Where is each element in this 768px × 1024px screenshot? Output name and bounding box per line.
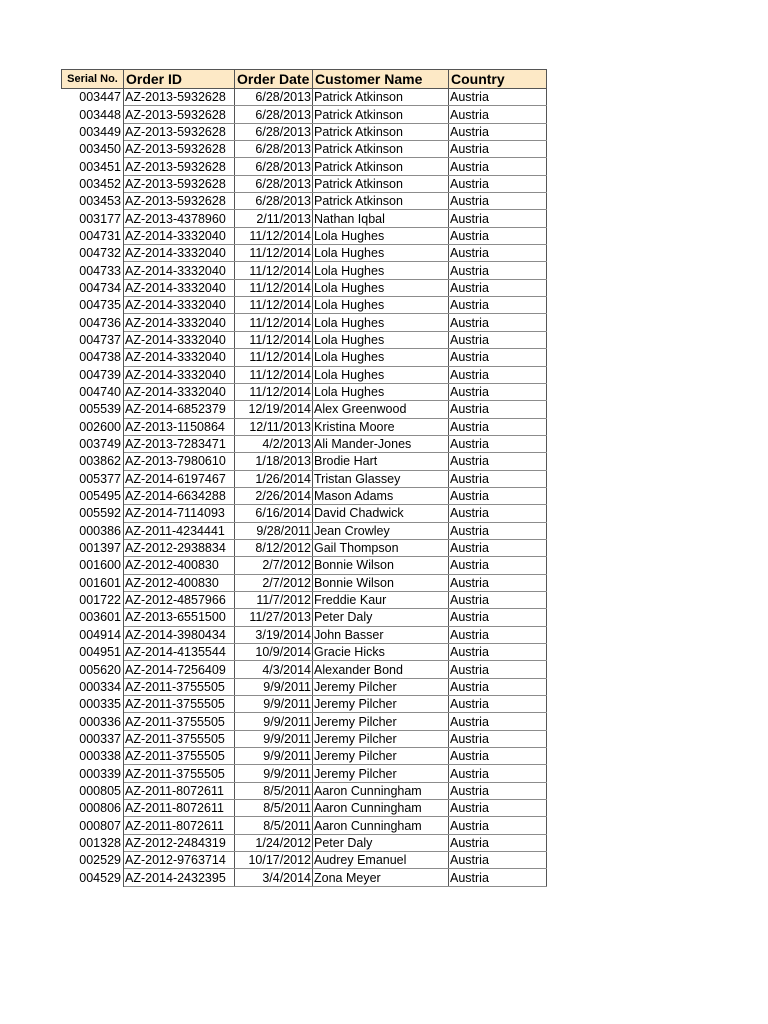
customer-name-cell: Jeremy Pilcher [313, 678, 449, 695]
header-customer-name: Customer Name [313, 70, 449, 89]
table-row [62, 713, 547, 730]
customer-name-cell: Jeremy Pilcher [313, 696, 449, 713]
serial-no-cell: 001600 [62, 557, 124, 574]
customer-name-cell: Lola Hughes [313, 297, 449, 314]
order-id-cell: AZ-2014-7256409 [124, 661, 235, 678]
order-id-cell: AZ-2012-400830 [124, 574, 235, 591]
country-cell: Austria [449, 574, 547, 591]
country-cell: Austria [449, 487, 547, 504]
order-date-cell: 12/19/2014 [235, 401, 313, 418]
serial-no-cell: 005377 [62, 470, 124, 487]
country-cell: Austria [449, 591, 547, 608]
country-cell: Austria [449, 626, 547, 643]
serial-no-cell: 004736 [62, 314, 124, 331]
country-cell: Austria [449, 869, 547, 886]
country-cell: Austria [449, 89, 547, 106]
country-cell: Austria [449, 453, 547, 470]
header-order-date: Order Date [235, 70, 313, 89]
table-row [62, 782, 547, 799]
customer-name-cell: Audrey Emanuel [313, 852, 449, 869]
order-date-cell: 11/12/2014 [235, 314, 313, 331]
order-id-cell: AZ-2014-6852379 [124, 401, 235, 418]
order-date-cell: 11/12/2014 [235, 245, 313, 262]
country-cell: Austria [449, 383, 547, 400]
order-id-cell: AZ-2012-4857966 [124, 591, 235, 608]
order-id-cell: AZ-2014-3332040 [124, 331, 235, 348]
order-date-cell: 6/28/2013 [235, 106, 313, 123]
country-cell: Austria [449, 435, 547, 452]
order-date-cell: 8/5/2011 [235, 800, 313, 817]
serial-no-cell: 004951 [62, 644, 124, 661]
customer-name-cell: Ali Mander-Jones [313, 435, 449, 452]
table-row [62, 539, 547, 556]
order-id-cell: AZ-2014-3332040 [124, 297, 235, 314]
order-id-cell: AZ-2013-5932628 [124, 158, 235, 175]
country-cell: Austria [449, 470, 547, 487]
serial-no-cell: 004732 [62, 245, 124, 262]
table-row [62, 522, 547, 539]
serial-no-cell: 005495 [62, 487, 124, 504]
country-cell: Austria [449, 158, 547, 175]
serial-no-cell: 003447 [62, 89, 124, 106]
serial-no-cell: 004739 [62, 366, 124, 383]
table-row [62, 331, 547, 348]
country-cell: Austria [449, 227, 547, 244]
country-cell: Austria [449, 331, 547, 348]
order-id-cell: AZ-2012-9763714 [124, 852, 235, 869]
order-id-cell: AZ-2011-8072611 [124, 800, 235, 817]
table-row [62, 765, 547, 782]
order-id-cell: AZ-2013-5932628 [124, 123, 235, 140]
order-id-cell: AZ-2011-3755505 [124, 748, 235, 765]
order-id-cell: AZ-2014-3332040 [124, 349, 235, 366]
customer-name-cell: Aaron Cunningham [313, 782, 449, 799]
order-date-cell: 11/27/2013 [235, 609, 313, 626]
table-row [62, 383, 547, 400]
serial-no-cell: 000386 [62, 522, 124, 539]
customer-name-cell: Jeremy Pilcher [313, 713, 449, 730]
order-date-cell: 8/5/2011 [235, 782, 313, 799]
order-id-cell: AZ-2013-5932628 [124, 141, 235, 158]
customer-name-cell: Patrick Atkinson [313, 193, 449, 210]
table-row [62, 800, 547, 817]
customer-name-cell: Freddie Kaur [313, 591, 449, 608]
table-row [62, 661, 547, 678]
customer-name-cell: Lola Hughes [313, 331, 449, 348]
customer-name-cell: Jeremy Pilcher [313, 748, 449, 765]
table-row [62, 297, 547, 314]
order-date-cell: 9/9/2011 [235, 678, 313, 695]
table-row [62, 470, 547, 487]
customer-name-cell: Patrick Atkinson [313, 89, 449, 106]
order-date-cell: 6/28/2013 [235, 175, 313, 192]
country-cell: Austria [449, 834, 547, 851]
order-id-cell: AZ-2012-2484319 [124, 834, 235, 851]
table-row [62, 557, 547, 574]
customer-name-cell: Peter Daly [313, 834, 449, 851]
customer-name-cell: Bonnie Wilson [313, 557, 449, 574]
serial-no-cell: 003450 [62, 141, 124, 158]
order-date-cell: 8/5/2011 [235, 817, 313, 834]
customer-name-cell: Mason Adams [313, 487, 449, 504]
order-date-cell: 2/11/2013 [235, 210, 313, 227]
serial-no-cell: 001722 [62, 591, 124, 608]
order-date-cell: 10/9/2014 [235, 644, 313, 661]
country-cell: Austria [449, 349, 547, 366]
order-id-cell: AZ-2012-2938834 [124, 539, 235, 556]
country-cell: Austria [449, 141, 547, 158]
serial-no-cell: 000336 [62, 713, 124, 730]
table-row [62, 852, 547, 869]
serial-no-cell: 003862 [62, 453, 124, 470]
order-id-cell: AZ-2014-3332040 [124, 262, 235, 279]
serial-no-cell: 002529 [62, 852, 124, 869]
serial-no-cell: 000806 [62, 800, 124, 817]
country-cell: Austria [449, 262, 547, 279]
country-cell: Austria [449, 609, 547, 626]
order-id-cell: AZ-2011-3755505 [124, 678, 235, 695]
order-date-cell: 6/28/2013 [235, 193, 313, 210]
country-cell: Austria [449, 661, 547, 678]
customer-name-cell: Aaron Cunningham [313, 817, 449, 834]
country-cell: Austria [449, 123, 547, 140]
customer-name-cell: Tristan Glassey [313, 470, 449, 487]
customer-name-cell: Zona Meyer [313, 869, 449, 886]
order-id-cell: AZ-2013-5932628 [124, 89, 235, 106]
header-row [62, 70, 547, 89]
table-row [62, 435, 547, 452]
order-id-cell: AZ-2014-2432395 [124, 869, 235, 886]
customer-name-cell: Brodie Hart [313, 453, 449, 470]
serial-no-cell: 003452 [62, 175, 124, 192]
orders-table [61, 69, 547, 887]
customer-name-cell: Gracie Hicks [313, 644, 449, 661]
country-cell: Austria [449, 713, 547, 730]
customer-name-cell: Kristina Moore [313, 418, 449, 435]
customer-name-cell: Jeremy Pilcher [313, 765, 449, 782]
order-date-cell: 11/12/2014 [235, 366, 313, 383]
header-order-id: Order ID [124, 70, 235, 89]
order-date-cell: 9/9/2011 [235, 730, 313, 747]
order-id-cell: AZ-2014-3332040 [124, 366, 235, 383]
order-id-cell: AZ-2013-7980610 [124, 453, 235, 470]
country-cell: Austria [449, 539, 547, 556]
customer-name-cell: Patrick Atkinson [313, 123, 449, 140]
table-row [62, 401, 547, 418]
order-date-cell: 6/28/2013 [235, 123, 313, 140]
order-date-cell: 11/12/2014 [235, 349, 313, 366]
country-cell: Austria [449, 401, 547, 418]
table-row [62, 696, 547, 713]
serial-no-cell: 002600 [62, 418, 124, 435]
serial-no-cell: 003451 [62, 158, 124, 175]
table-row [62, 609, 547, 626]
customer-name-cell: Patrick Atkinson [313, 106, 449, 123]
serial-no-cell: 005539 [62, 401, 124, 418]
order-id-cell: AZ-2014-6197467 [124, 470, 235, 487]
table-row [62, 748, 547, 765]
order-id-cell: AZ-2014-4135544 [124, 644, 235, 661]
customer-name-cell: Jean Crowley [313, 522, 449, 539]
country-cell: Austria [449, 644, 547, 661]
order-date-cell: 1/18/2013 [235, 453, 313, 470]
table-row [62, 869, 547, 886]
customer-name-cell: Jeremy Pilcher [313, 730, 449, 747]
customer-name-cell: Lola Hughes [313, 366, 449, 383]
customer-name-cell: Lola Hughes [313, 314, 449, 331]
country-cell: Austria [449, 817, 547, 834]
order-id-cell: AZ-2013-4378960 [124, 210, 235, 227]
serial-no-cell: 003749 [62, 435, 124, 452]
table-row [62, 245, 547, 262]
order-date-cell: 4/2/2013 [235, 435, 313, 452]
serial-no-cell: 000335 [62, 696, 124, 713]
order-date-cell: 2/26/2014 [235, 487, 313, 504]
order-id-cell: AZ-2012-400830 [124, 557, 235, 574]
serial-no-cell: 000337 [62, 730, 124, 747]
customer-name-cell: Lola Hughes [313, 279, 449, 296]
order-date-cell: 8/12/2012 [235, 539, 313, 556]
country-cell: Austria [449, 800, 547, 817]
order-date-cell: 4/3/2014 [235, 661, 313, 678]
country-cell: Austria [449, 210, 547, 227]
table-row [62, 106, 547, 123]
serial-no-cell: 004735 [62, 297, 124, 314]
country-cell: Austria [449, 557, 547, 574]
order-id-cell: AZ-2011-8072611 [124, 782, 235, 799]
customer-name-cell: Lola Hughes [313, 349, 449, 366]
serial-no-cell: 004733 [62, 262, 124, 279]
country-cell: Austria [449, 418, 547, 435]
order-id-cell: AZ-2014-3332040 [124, 227, 235, 244]
order-id-cell: AZ-2013-5932628 [124, 193, 235, 210]
customer-name-cell: Patrick Atkinson [313, 141, 449, 158]
order-date-cell: 1/24/2012 [235, 834, 313, 851]
country-cell: Austria [449, 505, 547, 522]
table-row [62, 158, 547, 175]
order-date-cell: 6/28/2013 [235, 158, 313, 175]
customer-name-cell: John Basser [313, 626, 449, 643]
country-cell: Austria [449, 730, 547, 747]
order-date-cell: 9/9/2011 [235, 765, 313, 782]
country-cell: Austria [449, 748, 547, 765]
country-cell: Austria [449, 245, 547, 262]
serial-no-cell: 004740 [62, 383, 124, 400]
country-cell: Austria [449, 852, 547, 869]
order-date-cell: 9/28/2011 [235, 522, 313, 539]
table-row [62, 314, 547, 331]
customer-name-cell: Lola Hughes [313, 227, 449, 244]
order-date-cell: 11/12/2014 [235, 383, 313, 400]
customer-name-cell: Gail Thompson [313, 539, 449, 556]
serial-no-cell: 004529 [62, 869, 124, 886]
customer-name-cell: Alexander Bond [313, 661, 449, 678]
order-id-cell: AZ-2014-3332040 [124, 314, 235, 331]
order-date-cell: 2/7/2012 [235, 557, 313, 574]
order-date-cell: 11/12/2014 [235, 262, 313, 279]
table-row [62, 210, 547, 227]
order-date-cell: 9/9/2011 [235, 696, 313, 713]
order-date-cell: 2/7/2012 [235, 574, 313, 591]
table-row [62, 262, 547, 279]
customer-name-cell: Lola Hughes [313, 245, 449, 262]
customer-name-cell: Lola Hughes [313, 383, 449, 400]
order-date-cell: 6/28/2013 [235, 89, 313, 106]
serial-no-cell: 003448 [62, 106, 124, 123]
order-date-cell: 10/17/2012 [235, 852, 313, 869]
country-cell: Austria [449, 765, 547, 782]
order-date-cell: 6/28/2013 [235, 141, 313, 158]
order-date-cell: 11/7/2012 [235, 591, 313, 608]
order-id-cell: AZ-2014-3332040 [124, 245, 235, 262]
order-id-cell: AZ-2011-4234441 [124, 522, 235, 539]
customer-name-cell: Lola Hughes [313, 262, 449, 279]
order-id-cell: AZ-2013-5932628 [124, 106, 235, 123]
country-cell: Austria [449, 366, 547, 383]
country-cell: Austria [449, 106, 547, 123]
serial-no-cell: 003601 [62, 609, 124, 626]
serial-no-cell: 001601 [62, 574, 124, 591]
table-row [62, 453, 547, 470]
order-date-cell: 6/16/2014 [235, 505, 313, 522]
order-date-cell: 11/12/2014 [235, 297, 313, 314]
table-row [62, 193, 547, 210]
table-body [62, 89, 547, 887]
country-cell: Austria [449, 522, 547, 539]
country-cell: Austria [449, 297, 547, 314]
table-row [62, 175, 547, 192]
order-id-cell: AZ-2013-1150864 [124, 418, 235, 435]
order-id-cell: AZ-2014-3332040 [124, 383, 235, 400]
customer-name-cell: Nathan Iqbal [313, 210, 449, 227]
table-row [62, 678, 547, 695]
serial-no-cell: 000338 [62, 748, 124, 765]
table-row [62, 123, 547, 140]
serial-no-cell: 005620 [62, 661, 124, 678]
order-date-cell: 11/12/2014 [235, 227, 313, 244]
table-row [62, 418, 547, 435]
serial-no-cell: 003449 [62, 123, 124, 140]
country-cell: Austria [449, 193, 547, 210]
order-id-cell: AZ-2011-8072611 [124, 817, 235, 834]
country-cell: Austria [449, 175, 547, 192]
customer-name-cell: Peter Daly [313, 609, 449, 626]
order-id-cell: AZ-2011-3755505 [124, 765, 235, 782]
serial-no-cell: 000334 [62, 678, 124, 695]
order-date-cell: 12/11/2013 [235, 418, 313, 435]
serial-no-cell: 004737 [62, 331, 124, 348]
customer-name-cell: Alex Greenwood [313, 401, 449, 418]
country-cell: Austria [449, 696, 547, 713]
customer-name-cell: Aaron Cunningham [313, 800, 449, 817]
table-row [62, 279, 547, 296]
serial-no-cell: 000339 [62, 765, 124, 782]
order-date-cell: 9/9/2011 [235, 713, 313, 730]
serial-no-cell: 000805 [62, 782, 124, 799]
order-id-cell: AZ-2014-3980434 [124, 626, 235, 643]
country-cell: Austria [449, 279, 547, 296]
header-serial-no: Serial No. [62, 70, 124, 89]
order-date-cell: 11/12/2014 [235, 279, 313, 296]
table-row [62, 89, 547, 106]
order-date-cell: 3/4/2014 [235, 869, 313, 886]
table-row [62, 141, 547, 158]
serial-no-cell: 001397 [62, 539, 124, 556]
order-id-cell: AZ-2013-6551500 [124, 609, 235, 626]
order-id-cell: AZ-2011-3755505 [124, 713, 235, 730]
table-row [62, 644, 547, 661]
order-id-cell: AZ-2013-5932628 [124, 175, 235, 192]
customer-name-cell: Bonnie Wilson [313, 574, 449, 591]
serial-no-cell: 004914 [62, 626, 124, 643]
country-cell: Austria [449, 678, 547, 695]
serial-no-cell: 004734 [62, 279, 124, 296]
order-date-cell: 9/9/2011 [235, 748, 313, 765]
order-date-cell: 1/26/2014 [235, 470, 313, 487]
table-row [62, 487, 547, 504]
order-id-cell: AZ-2011-3755505 [124, 730, 235, 747]
table-row [62, 349, 547, 366]
table-row [62, 227, 547, 244]
customer-name-cell: Patrick Atkinson [313, 175, 449, 192]
serial-no-cell: 004738 [62, 349, 124, 366]
customer-name-cell: Patrick Atkinson [313, 158, 449, 175]
serial-no-cell: 003453 [62, 193, 124, 210]
order-id-cell: AZ-2013-7283471 [124, 435, 235, 452]
customer-name-cell: David Chadwick [313, 505, 449, 522]
serial-no-cell: 001328 [62, 834, 124, 851]
serial-no-cell: 004731 [62, 227, 124, 244]
serial-no-cell: 003177 [62, 210, 124, 227]
table-row [62, 626, 547, 643]
serial-no-cell: 000807 [62, 817, 124, 834]
table-row [62, 730, 547, 747]
serial-no-cell: 005592 [62, 505, 124, 522]
order-id-cell: AZ-2014-3332040 [124, 279, 235, 296]
header-country: Country [449, 70, 547, 89]
country-cell: Austria [449, 782, 547, 799]
order-date-cell: 3/19/2014 [235, 626, 313, 643]
order-id-cell: AZ-2014-6634288 [124, 487, 235, 504]
table-row [62, 834, 547, 851]
order-id-cell: AZ-2014-7114093 [124, 505, 235, 522]
country-cell: Austria [449, 314, 547, 331]
table-row [62, 505, 547, 522]
table-row [62, 574, 547, 591]
table-row [62, 366, 547, 383]
table-row [62, 817, 547, 834]
order-date-cell: 11/12/2014 [235, 331, 313, 348]
table-row [62, 591, 547, 608]
order-id-cell: AZ-2011-3755505 [124, 696, 235, 713]
